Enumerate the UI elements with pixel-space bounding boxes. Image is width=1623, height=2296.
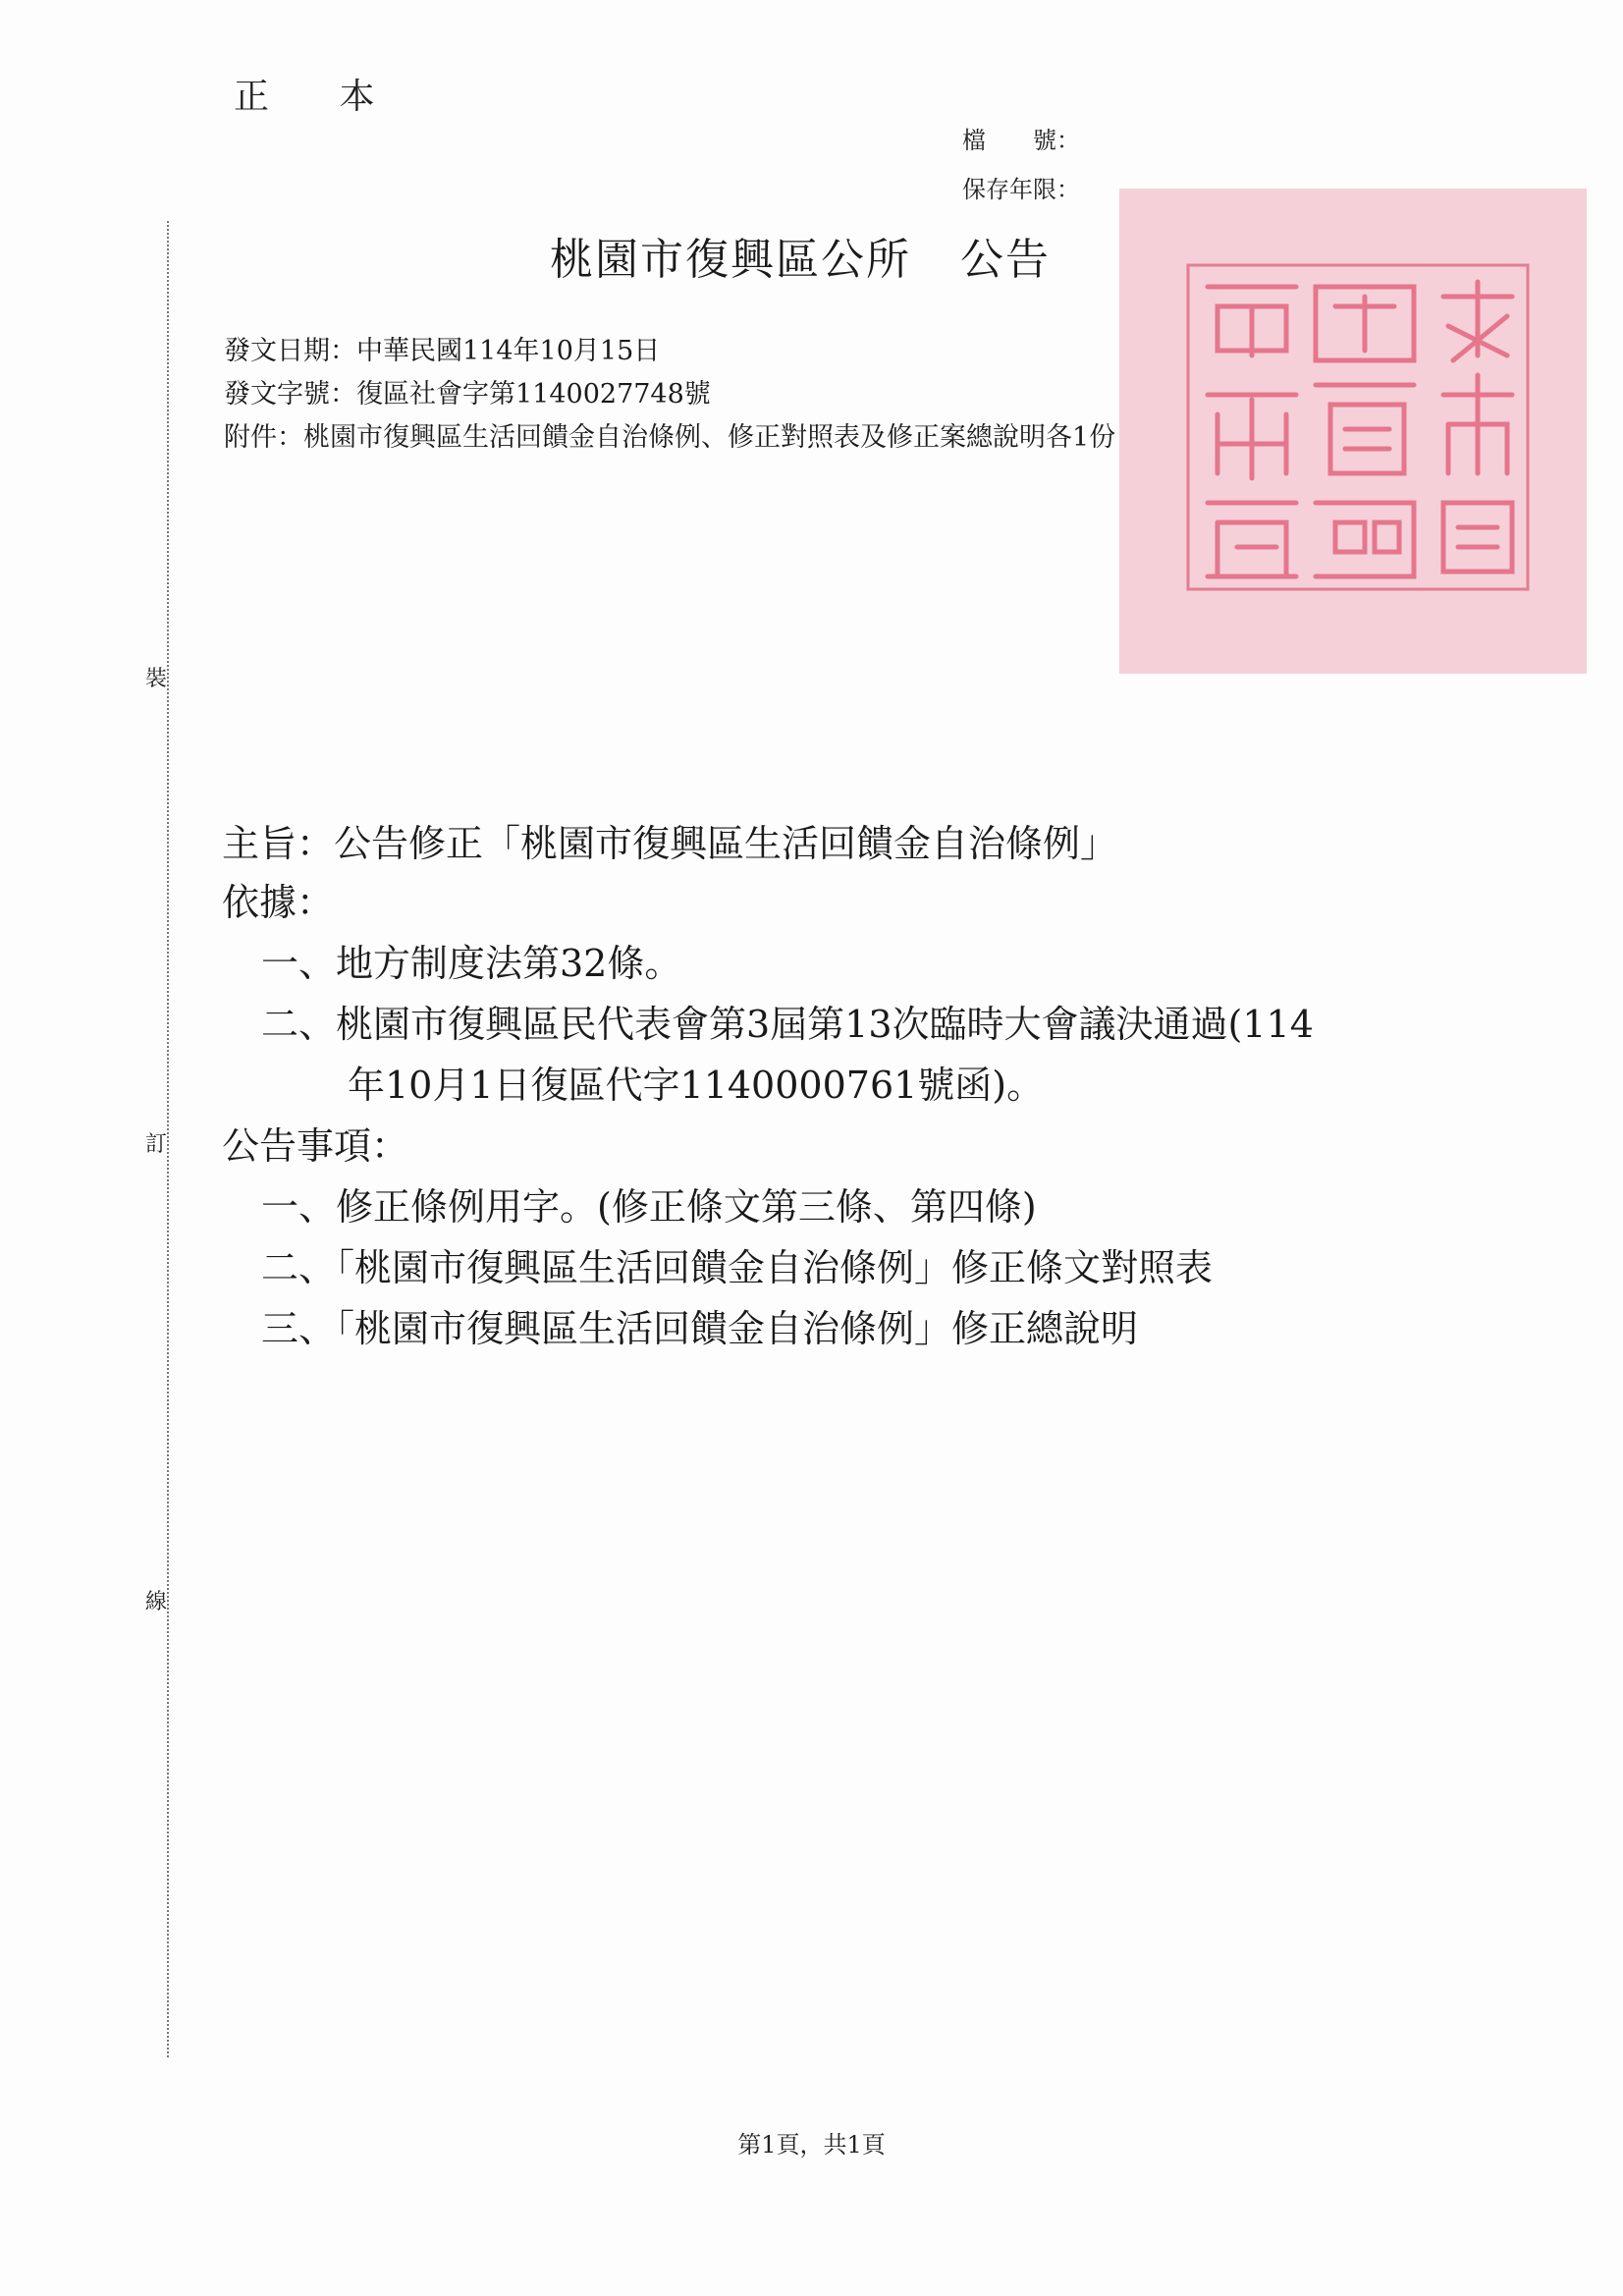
agency-name: 桃園市復興區公所 [550,235,911,285]
binding-char-1: 裝 [145,660,167,694]
official-seal [1119,189,1587,674]
binding-margin-line [167,221,169,2057]
basis-item-1: 一、地方制度法第32條。 [261,942,682,985]
basis-item-2: 二、桃園市復興區民代表會第3屆第13次臨時大會議決通過(114 [261,1003,1314,1046]
subject-line: 主旨：公告修正「桃園市復興區生活回饋金自治條例」 [222,822,1118,865]
announcement-item-2: 二、「桃園市復興區生活回饋金自治條例」修正條文對照表 [261,1246,1214,1289]
announcement-item-1: 一、修正條例用字。(修正條文第三條、第四條) [261,1185,1037,1229]
binding-char-2: 訂 [145,1125,167,1160]
retention-period-label: 保存年限： [962,176,1080,203]
file-number-label: 檔 號： [962,127,1080,154]
original-copy-mark: 正 本 [234,77,405,117]
announcement-title [550,224,1051,287]
announcement-item-3: 三、「桃園市復興區生活回饋金自治條例」修正總說明 [261,1307,1139,1350]
file-info-block [962,116,1080,214]
basis-item-2-continued: 年10月1日復區代字1140000761號函)。 [348,1064,1045,1107]
binding-char-3: 線 [145,1583,167,1617]
document-metadata [224,330,1115,460]
document-type: 公告 [960,235,1051,285]
issue-number: 發文字號：復區社會字第1140027748號 [224,379,711,410]
attachments: 附件：桃園市復興區生活回饋金自治條例、修正對照表及修正案總說明各1份 [224,422,1116,453]
page-footer: 第1頁，共1頁 [737,2131,886,2159]
issue-date: 發文日期：中華民國114年10月15日 [224,336,661,366]
seal-graphic [1119,189,1587,674]
announcement-items-heading: 公告事項： [222,1124,409,1168]
basis-heading: 依據： [222,881,335,924]
